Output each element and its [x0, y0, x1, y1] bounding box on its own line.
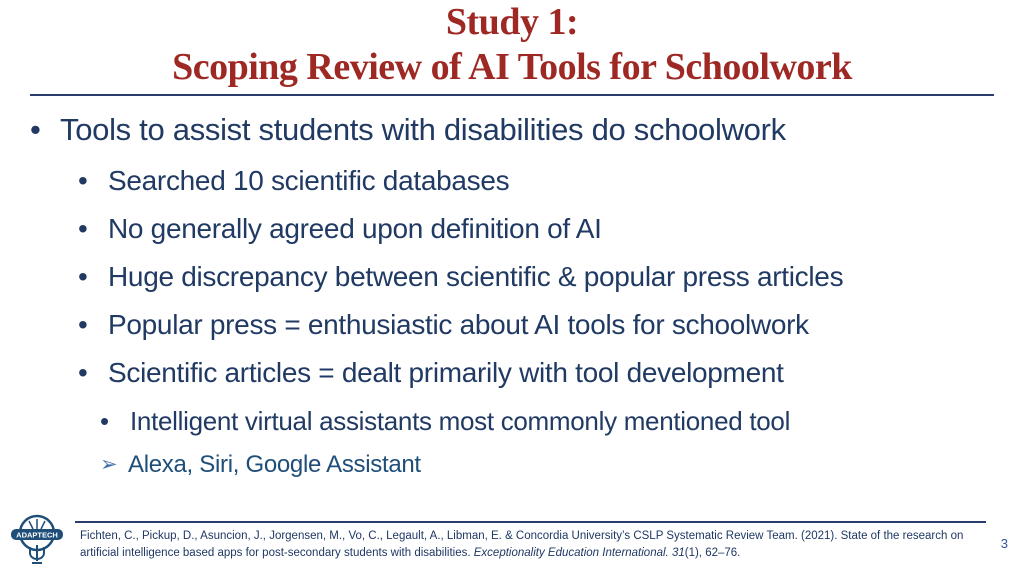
logo-text: ADAPTECH — [16, 530, 58, 540]
citation-pages: (1), 62–76. — [684, 547, 741, 560]
bullet-marker: • — [100, 405, 109, 436]
arrow-bullet-marker: ➢ — [100, 453, 118, 477]
title-line-2: Scoping Review of AI Tools for Schoolwork — [172, 46, 852, 88]
bullet-text: Searched 10 scientific databases — [108, 164, 510, 196]
bullet-marker: • — [30, 112, 41, 147]
bullet-marker: • — [78, 356, 88, 388]
slide-title — [0, 0, 1024, 90]
bullet-text: No generally agreed upon definition of AI — [108, 212, 602, 244]
citation — [80, 528, 965, 563]
bullet-list — [0, 102, 1016, 480]
bullet-marker: • — [78, 164, 88, 196]
bullet-marker: • — [78, 212, 88, 244]
bullet-item — [78, 308, 1016, 341]
page-number: 3 — [1000, 536, 1008, 551]
bullet-item — [78, 212, 1016, 245]
adaptech-logo — [8, 511, 66, 571]
bullet-item — [30, 112, 1016, 149]
bullet-text: Alexa, Siri, Google Assistant — [128, 451, 421, 479]
bullet-item — [78, 260, 1016, 293]
bullet-text: Huge discrepancy between scientific & popular press articles — [108, 260, 844, 292]
bullet-text: Intelligent virtual assistants most commonly mentioned tool — [130, 405, 791, 436]
bullet-item — [78, 164, 1016, 197]
bullet-text: Popular press = enthusiastic about AI tools for schoolwork — [108, 308, 809, 340]
bullet-marker: • — [78, 260, 88, 292]
footer-divider-rule — [75, 521, 986, 523]
adaptech-logo-graphic — [8, 511, 66, 571]
bullet-item — [100, 406, 1016, 437]
citation-journal-italic: Exceptionality Education International. 31 — [473, 547, 685, 560]
bullet-text: Scientific articles = dealt primarily with tool development — [108, 356, 784, 388]
title-line-1: Study 1: — [445, 1, 579, 43]
bullet-marker: • — [78, 308, 88, 340]
bullet-item — [78, 356, 1016, 389]
bullet-text: Tools to assist students with disabilities do schoolwork — [60, 112, 786, 147]
title-underline-rule — [30, 94, 994, 96]
bullet-item — [100, 451, 1016, 479]
citation-text: Fichten, C., Pickup, D., Asuncion, J., Jorgensen, M., Vo, C., Legault, A., Libman, E. & Concordia University’s CSLP Systematic Review Team. (2021). State of the research on artificial intelligence based apps for post-secondary students with disabilities. — [80, 530, 964, 560]
